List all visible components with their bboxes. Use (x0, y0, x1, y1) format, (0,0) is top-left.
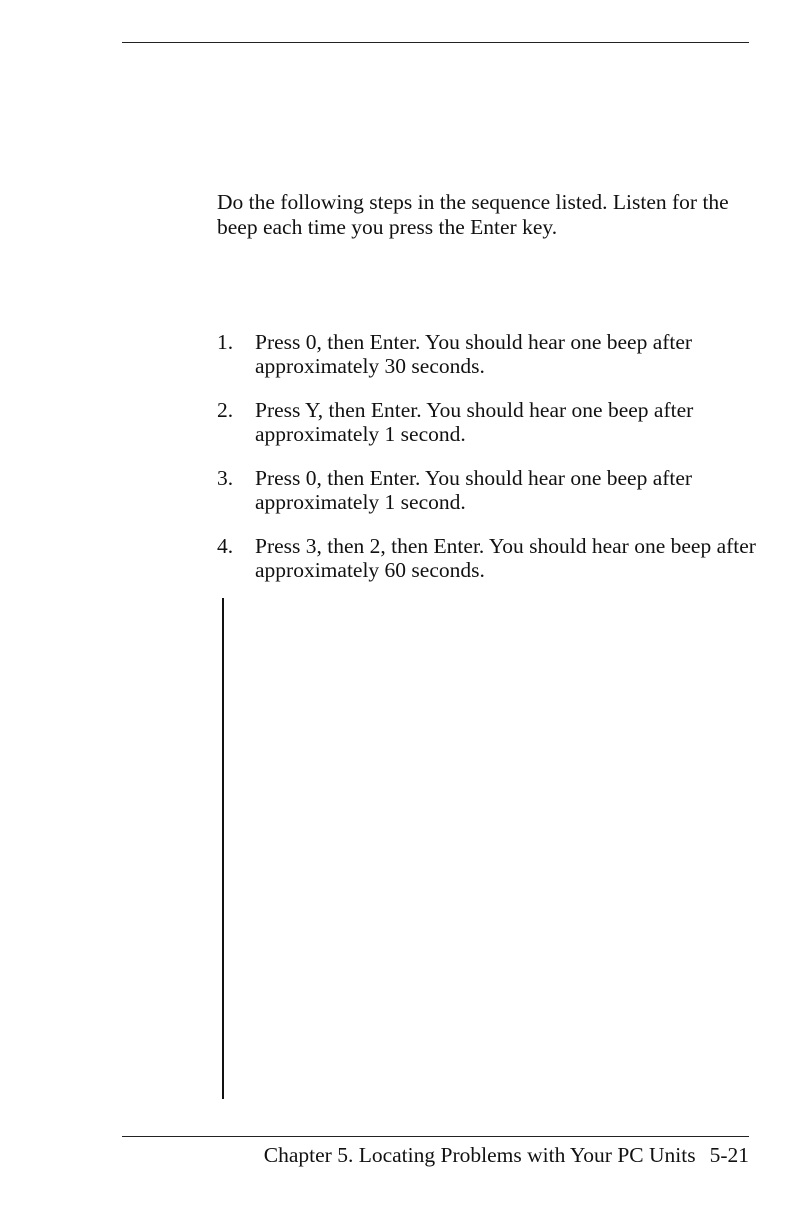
step-number: 1. (217, 330, 234, 354)
step-number: 3. (217, 466, 234, 490)
step-number: 2. (217, 398, 234, 422)
step-text: Press 3, then 2, then Enter. You should hear one beep after approximately 60 seconds. (255, 534, 756, 582)
step-list (217, 330, 757, 602)
list-item (217, 466, 757, 514)
page-number: 5-21 (709, 1143, 749, 1167)
list-item (217, 398, 757, 446)
step-text: Press 0, then Enter. You should hear one beep after approximately 1 second. (255, 466, 693, 514)
list-item (217, 534, 757, 582)
step-text: Press 0, then Enter. You should hear one beep after approximately 30 seconds. (255, 330, 693, 378)
chapter-title: Chapter 5. Locating Problems with Your PC Units (263, 1143, 696, 1167)
header-rule (122, 42, 749, 43)
step-number: 4. (217, 534, 234, 558)
step-text: Press Y, then Enter. You should hear one beep after approximately 1 second. (255, 398, 694, 446)
footer-rule (122, 1136, 749, 1137)
revision-bar (222, 598, 224, 1099)
list-item (217, 330, 757, 378)
page-footer (264, 1142, 749, 1168)
intro-paragraph: Do the following steps in the sequence listed. Listen for the beep each time you press the Enter key. (217, 190, 729, 239)
